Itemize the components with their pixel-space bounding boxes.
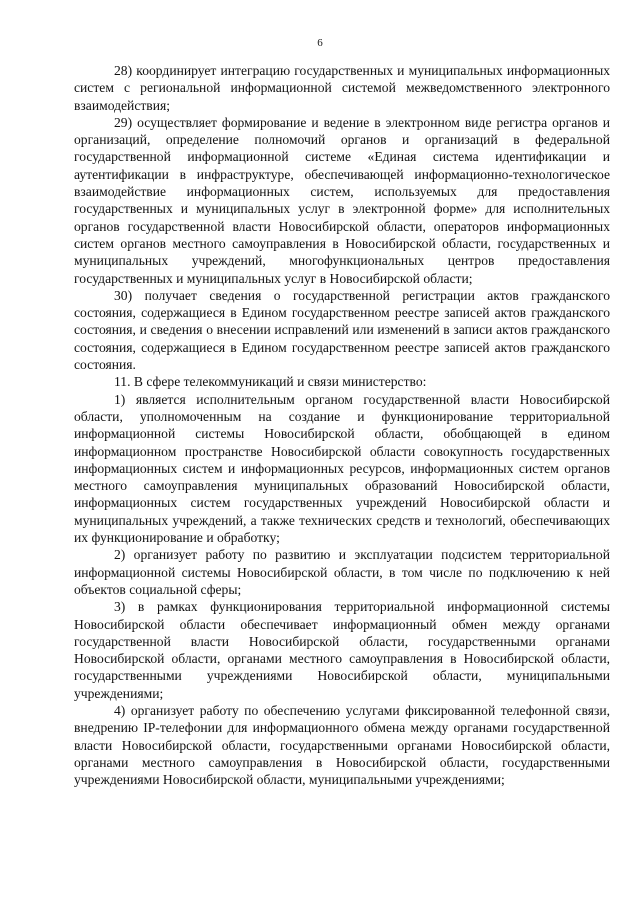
paragraph-item-28: 28) координирует интеграцию государственных и муниципальных информационных систем с региональной информационной системой межведомственного электронного взаимодействия; [74, 63, 610, 113]
section-heading-11: 11. В сфере телекоммуникаций и связи министерство: [114, 374, 427, 390]
paragraph-item-29: 29) осуществляет формирование и ведение в электронном виде регистра органов и организаций, определение полномочий органов и организаций в федеральной государственной информационной системе «Единая система идентификации и аутентификации в инфраструктуре, обеспечивающей информационно-технологическое взаимодействие информационных систем, используемых для предоставления государственных и муниципальных услуг в электронной форме» для исполнительных органов государственной власти Новосибирской области, операторов информационных систем органов местного самоуправления в Новосибирской области, государственных и муниципальных учреждений, многофункциональных центров предоставления государственных и муниципальных услуг в Новосибирской области; [74, 114, 610, 286]
page-number: 6 [317, 37, 323, 49]
paragraph-item-3: 3) в рамках функционирования территориальной информационной системы Новосибирской области обеспечивает информационный обмен между органами государственной власти Новосибирской области, государственными органами Новосибирской области, органами местного самоуправления в Новосибирской области, государственными учреждениями Новосибирской области, муниципальными учреждениями; [74, 599, 610, 701]
paragraph-item-1: 1) является исполнительным органом государственной власти Новосибирской области, уполномоченным на создание и функционирование территориальной информационной системы Новосибирской области, обобщающей в едином информационном пространстве Новосибирской области совокупность государственных информационных систем и информационных ресурсов, информационных систем органов местного самоуправления муниципальных образований Новосибирской области, информационных систем государственных учреждений Новосибирской области и муниципальных учреждений, а также технических средств и технологий, обеспечивающих их функционирование и обработку; [74, 391, 610, 546]
paragraph-item-2: 2) организует работу по развитию и эксплуатации подсистем территориальной информационной системы Новосибирской области, в том числе по подключению к ней объектов социальной сферы; [74, 547, 610, 597]
paragraph-item-4: 4) организует работу по обеспечению услугами фиксированной телефонной связи, внедрению IP-телефонии для информационного обмена между органами государственной власти Новосибирской области, государственными органами Новосибирской области, органами местного самоуправления в Новосибирской области, государственными учреждениями Новосибирской области, муниципальными учреждениями; [74, 702, 610, 788]
document-body [74, 62, 610, 788]
paragraph-item-30: 30) получает сведения о государственной регистрации актов гражданского состояния, содержащиеся в Едином государственном реестре записей актов гражданского состояния, и сведения о внесении исправлений или изменений в записи актов гражданского состояния, содержащиеся в Едином государственном реестре записей актов гражданского состояния. [74, 287, 610, 373]
